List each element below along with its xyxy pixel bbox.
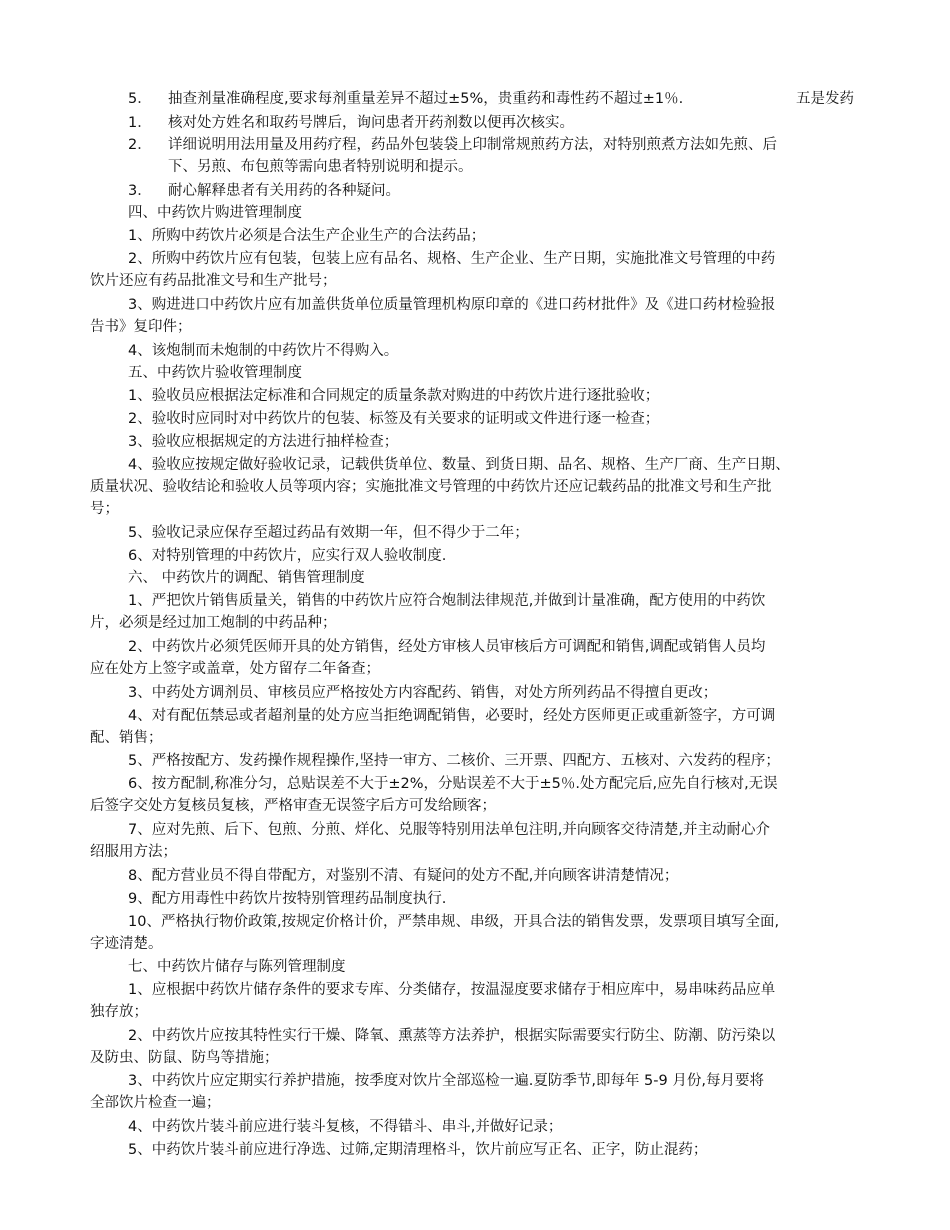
paragraph-line: 1、严把饮片销售质量关，销售的中药饮片应符合炮制法律规范,并做到计量准确，配方使用的中药饮 bbox=[128, 593, 766, 609]
paragraph-line: 5、验收记录应保存至超过药品有效期一年，但不得少于二年； bbox=[128, 525, 529, 541]
section-heading-7: 七、中药饮片储存与陈列管理制度 bbox=[128, 959, 346, 975]
item-text: 抽查剂量准确程度,要求每剂重量差异不超过±5%，贵重药和毒性药不超过±1％. bbox=[168, 91, 684, 107]
paragraph-line: 配、销售； bbox=[90, 730, 163, 746]
paragraph-line: 1、验收员应根据法定标准和合同规定的质量条款对购进的中药饮片进行逐批验收； bbox=[128, 388, 660, 404]
paragraph-line: 4、中药饮片装斗前应进行装斗复核，不得错斗、串斗,并做好记录； bbox=[128, 1119, 563, 1135]
section-heading-4: 四、中药饮片购进管理制度 bbox=[128, 205, 302, 221]
list-item-1-verify-name bbox=[128, 112, 574, 134]
item-text: 核对处方姓名和取药号牌后，询问患者开药剂数以便再次核实。 bbox=[168, 115, 574, 131]
paragraph-line: 绍服用方法； bbox=[90, 844, 177, 860]
paragraph-line: 1、所购中药饮片必须是合法生产企业生产的合法药品； bbox=[128, 228, 486, 244]
paragraph-line: 7、应对先煎、后下、包煎、分煎、烊化、兑服等特别用法单包注明,并向顾客交待清楚,并主动耐心介 bbox=[128, 822, 770, 838]
paragraph-line: 下、另煎、布包煎等需向患者特别说明和提示。 bbox=[168, 159, 473, 175]
section-heading-5: 五、中药饮片验收管理制度 bbox=[128, 365, 302, 381]
paragraph-line: 独存放； bbox=[90, 1004, 148, 1020]
paragraph-line: 2、所购中药饮片应有包装，包装上应有品名、规格、生产企业、生产日期，实施批准文号管理的中药 bbox=[128, 251, 776, 267]
paragraph-line: 5、中药饮片装斗前应进行净选、过筛,定期清理格斗，饮片前应写正名、正字，防止混药； bbox=[128, 1142, 708, 1158]
item-number: 1． bbox=[128, 115, 152, 131]
list-item-3-answer-questions bbox=[128, 180, 400, 202]
paragraph-line: 2、中药饮片必须凭医师开具的处方销售，经处方审核人员审核后方可调配和销售,调配或销售人员均 bbox=[128, 639, 766, 655]
paragraph-line: 9、配方用毒性中药饮片按特别管理药品制度执行. bbox=[128, 891, 447, 907]
paragraph-line: 质量状况、验收结论和验收人员等项内容；实施批准文号管理的中药饮片还应记载药品的批准文号和生产批 bbox=[90, 479, 772, 495]
paragraph-line: 4、验收应按规定做好验收记录，记载供货单位、数量、到货日期、品名、规格、生产厂商、生产日期、 bbox=[128, 457, 790, 473]
list-item-5-check-dosage bbox=[128, 88, 683, 110]
paragraph-line: 10、严格执行物价政策,按规定价格计价，严禁串规、串级，开具合法的销售发票，发票项目填写全面, bbox=[128, 914, 780, 930]
paragraph-line: 后签字交处方复核员复核，严格审查无误签字后方可发给顾客； bbox=[90, 798, 496, 814]
item-text: 详细说明用法用量及用药疗程，药品外包装袋上印制常规煎药方法，对特别煎煮方法如先煎、后 bbox=[168, 137, 777, 153]
paragraph-line: 应在处方上签字或盖章，处方留存二年备查； bbox=[90, 661, 380, 677]
paragraph-line: 号； bbox=[90, 501, 119, 517]
item-number: 2． bbox=[128, 137, 152, 153]
paragraph-line: 3、中药饮片应定期实行养护措施，按季度对饮片全部巡检一遍.夏防季节,即每年 5-9 月份,每月要将 bbox=[128, 1073, 764, 1089]
paragraph-line: 4、该炮制而未炮制的中药饮片不得购入。 bbox=[128, 343, 399, 359]
item-text: 耐心解释患者有关用药的各种疑问。 bbox=[168, 183, 400, 199]
section-heading-6: 六、 中药饮片的调配、销售管理制度 bbox=[128, 570, 365, 586]
section-heading-dispensing: 五是发药 bbox=[796, 91, 854, 107]
paragraph-line: 4、对有配伍禁忌或者超剂量的处方应当拒绝调配销售，必要时，经处方医师更正或重新签字，方可调 bbox=[128, 708, 776, 724]
paragraph-line: 5、严格按配方、发药操作规程操作,坚持一审方、二核价、三开票、四配方、五核对、六发药的程序； bbox=[128, 753, 780, 769]
paragraph-line: 饮片还应有药品批准文号和生产批号； bbox=[90, 273, 337, 289]
paragraph-line: 及防虫、防鼠、防鸟等措施； bbox=[90, 1050, 279, 1066]
paragraph-line: 2、验收时应同时对中药饮片的包装、标签及有关要求的证明或文件进行逐一检查； bbox=[128, 411, 660, 427]
paragraph-line: 6、按方配制,称准分匀，总贴误差不大于±2%，分贴误差不大于±5％.处方配完后,应先自行核对,无误 bbox=[128, 776, 778, 792]
paragraph-line: 1、应根据中药饮片储存条件的要求专库、分类储存，按温湿度要求储存于相应库中，易串味药品应单 bbox=[128, 982, 776, 998]
paragraph-line: 全部饮片检查一遍； bbox=[90, 1095, 221, 1111]
paragraph-line: 3、购进进口中药饮片应有加盖供货单位质量管理机构原印章的《进口药材批件》及《进口药材检验报 bbox=[128, 297, 776, 313]
item-number: 5． bbox=[128, 91, 152, 107]
paragraph-line: 6、对特别管理的中药饮片，应实行双人验收制度. bbox=[128, 548, 447, 564]
paragraph-line: 8、配方营业员不得自带配方，对鉴别不清、有疑问的处方不配,并向顾客讲清楚情况； bbox=[128, 868, 679, 884]
paragraph-line: 3、中药处方调剂员、审核员应严格按处方内容配药、销售，对处方所列药品不得擅自更改； bbox=[128, 685, 718, 701]
paragraph-line: 告书》复印件； bbox=[90, 319, 192, 335]
item-number: 3． bbox=[128, 183, 152, 199]
list-item-2-explain-usage bbox=[128, 134, 777, 156]
paragraph-line: 字迹清楚。 bbox=[90, 936, 163, 952]
paragraph-line: 2、中药饮片应按其特性实行干燥、降氧、熏蒸等方法养护，根据实际需要实行防尘、防潮、防污染以 bbox=[128, 1028, 776, 1044]
paragraph-line: 片，必须是经过加工炮制的中药品种； bbox=[90, 615, 337, 631]
paragraph-line: 3、验收应根据规定的方法进行抽样检查； bbox=[128, 434, 399, 450]
